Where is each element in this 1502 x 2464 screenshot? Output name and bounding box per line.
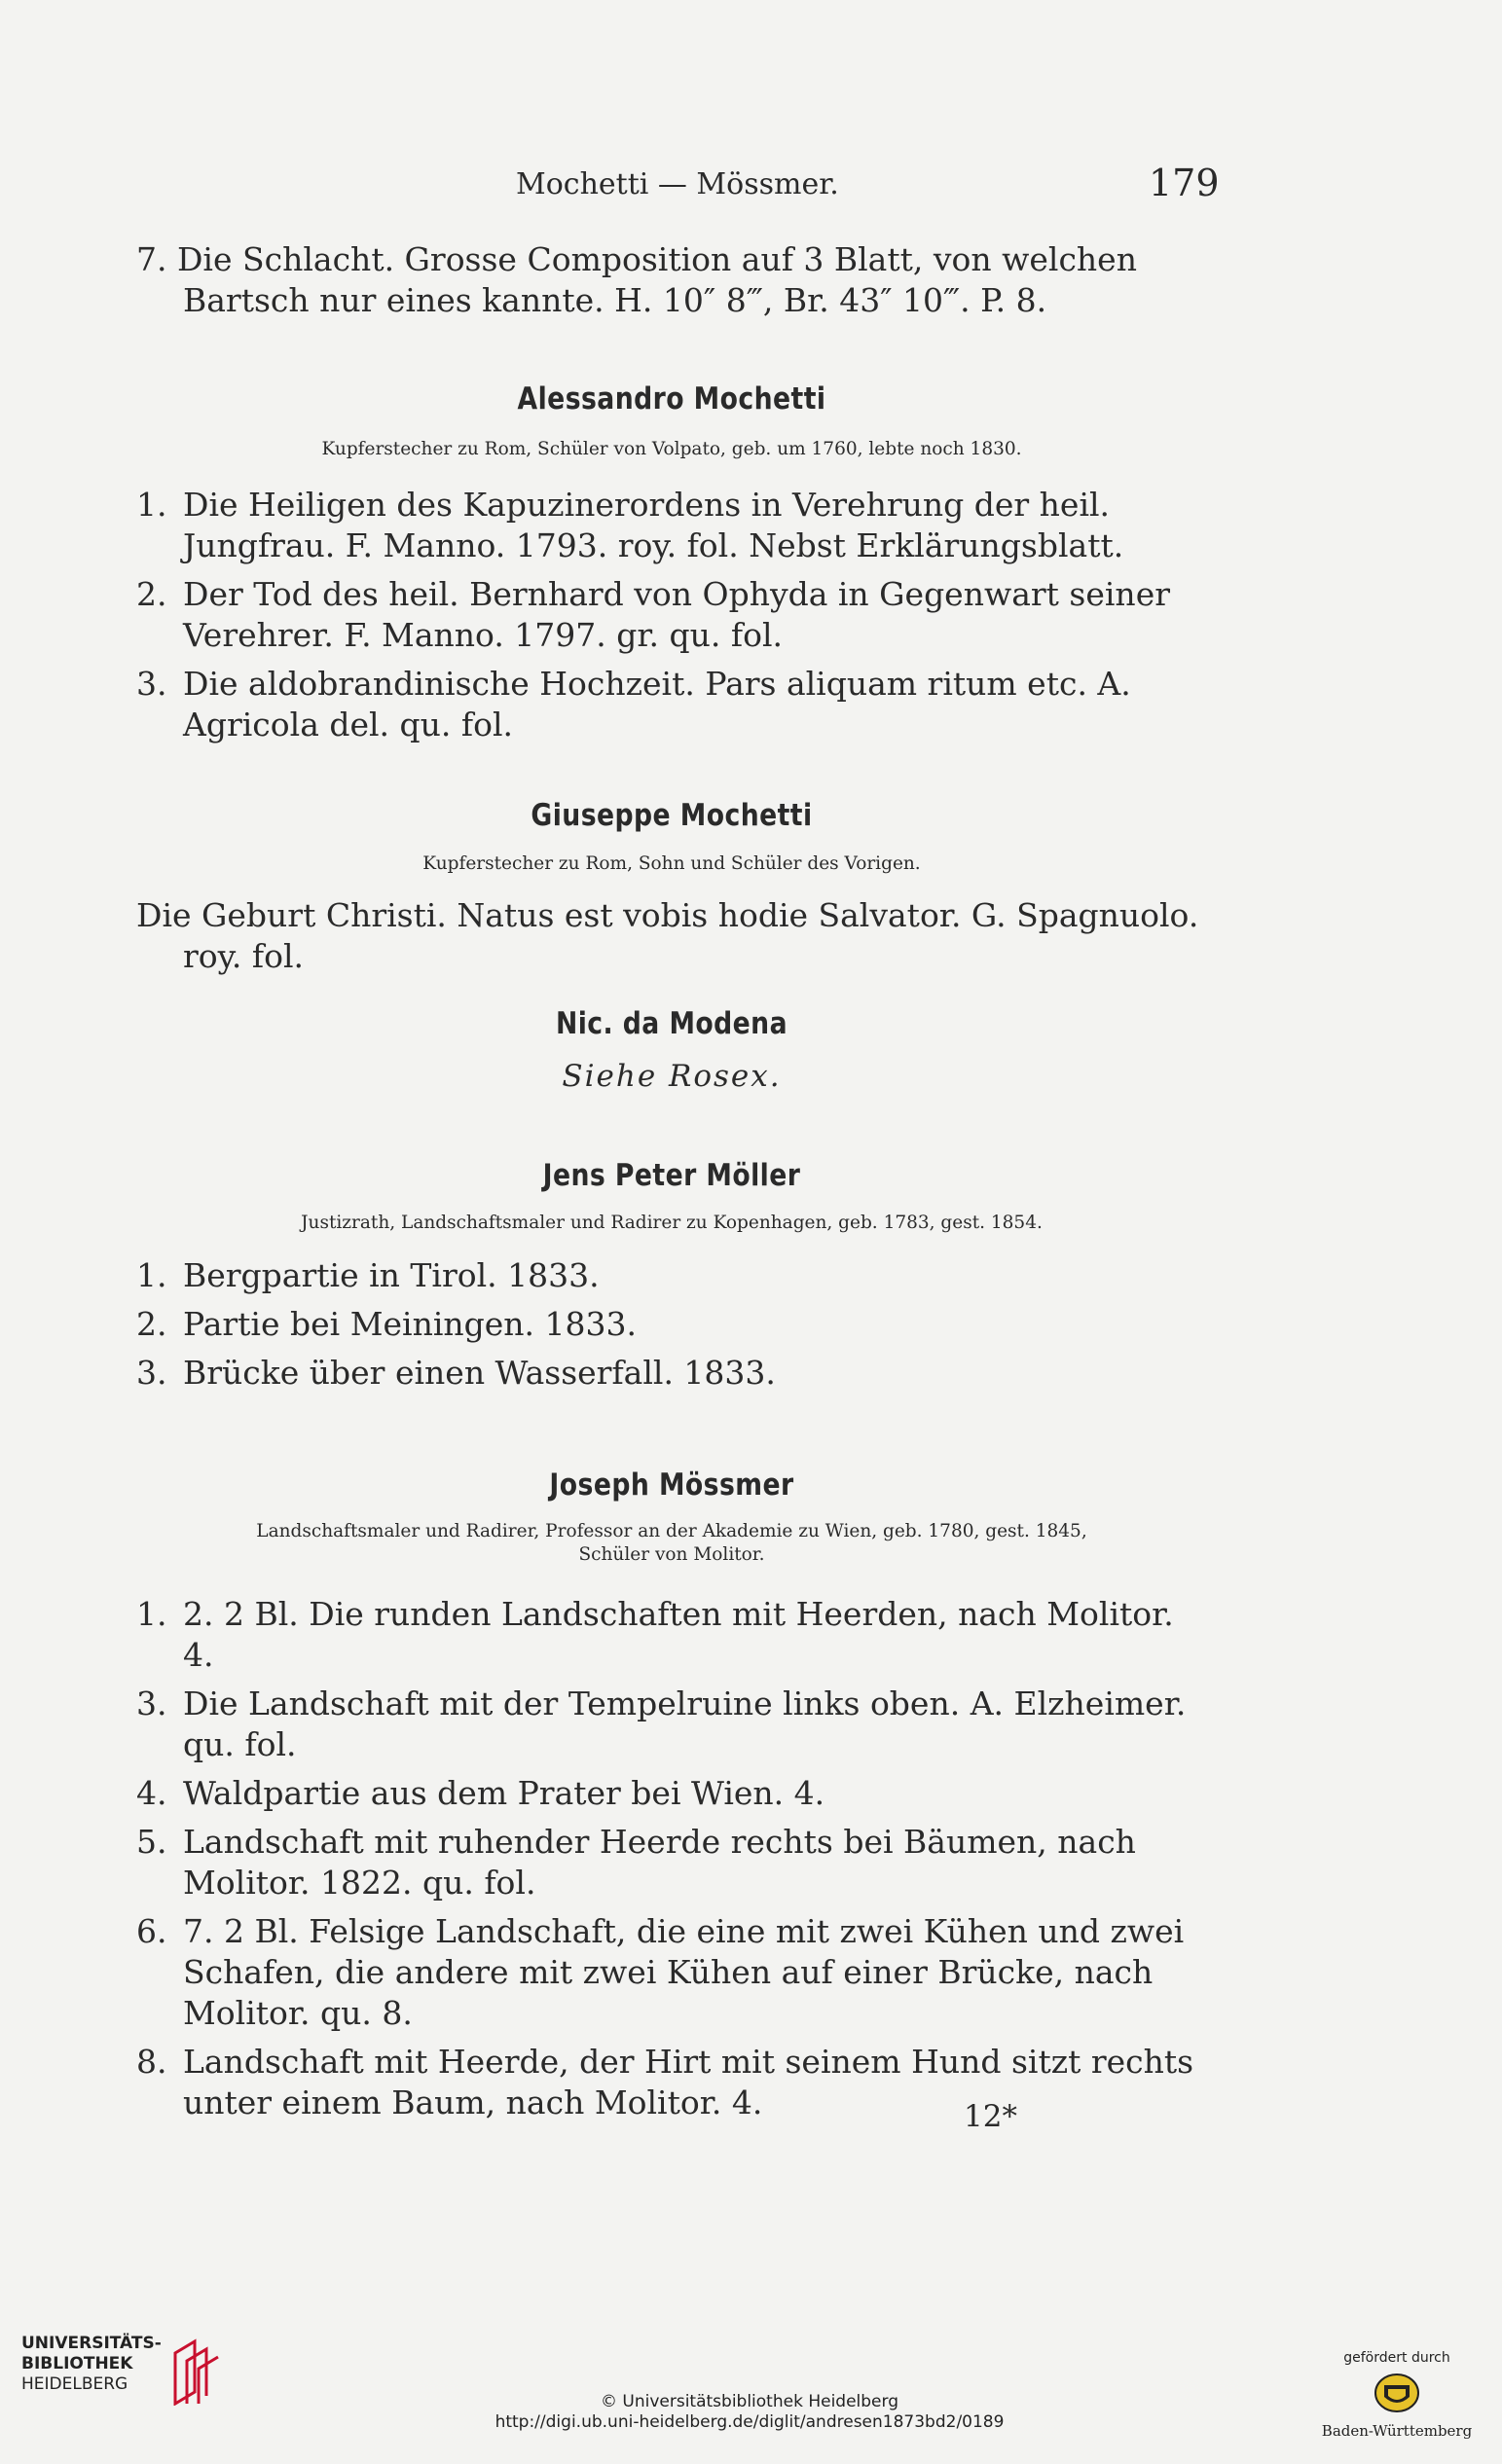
artist-description: Kupferstecher zu Rom, Schüler von Volpato, geb. um 1760, lebte noch 1830. (321, 439, 1022, 459)
signature-mark: 12* (964, 2099, 1017, 2134)
entry-line: 7. Die Schlacht. Grosse Composition auf 3 Blatt, von welchen (136, 240, 1137, 278)
library-name-line: UNIVERSITÄTS- (21, 2334, 162, 2353)
list-item: 5. Landschaft mit ruhender Heerde rechts bei Bäumen, nach Molitor. 1822. qu. fol. (136, 1823, 1136, 1902)
alessandro-entries (136, 485, 1207, 745)
funded-by-label: gefördert durch (1343, 2350, 1450, 2366)
list-item: 4. Waldpartie aus dem Prater bei Wien. 4. (136, 1774, 825, 1812)
footer-credits (409, 2392, 1090, 2433)
giuseppe-entry (136, 895, 1207, 977)
funder-logo[interactable] (1304, 2350, 1489, 2440)
artist-heading-mossmer: Joseph Mössmer (549, 1468, 794, 1503)
desc-line: Schüler von Molitor. (578, 1544, 765, 1565)
entry-line: Die Geburt Christi. Natus est vobis hodie Salvator. G. Spagnuolo. (136, 896, 1199, 934)
artist-heading-nic: Nic. da Modena (555, 1006, 788, 1041)
desc-line: Landschaftsmaler und Radirer, Professor an der Akademie zu Wien, geb. 1780, gest. 1845, (256, 1521, 1087, 1541)
library-name-line: HEIDELBERG (21, 2374, 128, 2394)
running-head (0, 162, 1502, 212)
list-item: 3. Brücke über einen Wasserfall. 1833. (136, 1354, 776, 1392)
list-item: 8. Landschaft mit Heerde, der Hirt mit seinem Hund sitzt rechts unter einem Baum, nach Molitor. 4. (136, 2043, 1194, 2121)
entry-7-schlacht (136, 239, 1207, 321)
artist-heading-alessandro: Alessandro Mochetti (517, 381, 826, 417)
list-item: 3. Die Landschaft mit der Tempelruine links oben. A. Elzheimer. qu. fol. (136, 1685, 1187, 1763)
cross-reference: Siehe Rosex. (562, 1059, 782, 1094)
source-url[interactable]: http://digi.ub.uni-heidelberg.de/diglit/andresen1873bd2/0189 (495, 2412, 1005, 2432)
library-name-line: BIBLIOTHEK (21, 2354, 133, 2373)
list-item: 1. 2. 2 Bl. Die runden Landschaften mit Heerden, nach Molitor. 4. (136, 1595, 1174, 1674)
coat-of-arms-icon (1373, 2372, 1421, 2414)
copyright-notice: © Universitätsbibliothek Heidelberg (600, 2392, 898, 2411)
list-item: 6. 7. 2 Bl. Felsige Landschaft, die eine mit zwei Kühen und zwei Schafen, die andere mit zwei Kühen auf einer Brücke, nach Molitor. qu. 8. (136, 1912, 1185, 2032)
list-item: 3. Die aldobrandinische Hochzeit. Pars aliquam ritum etc. A. Agricola del. qu. fol. (136, 665, 1131, 743)
artist-heading-giuseppe: Giuseppe Mochetti (531, 798, 813, 833)
entry-line: Bartsch nur eines kannte. H. 10″ 8‴, Br. 43″ 10‴. P. 8. (183, 281, 1047, 319)
list-item: 2. Partie bei Meiningen. 1833. (136, 1305, 637, 1343)
moller-entries (136, 1255, 1207, 1394)
funder-name: Baden-Württemberg (1321, 2422, 1473, 2440)
running-title: Mochetti — Mössmer. (516, 167, 839, 201)
list-item: 1. Bergpartie in Tirol. 1833. (136, 1256, 600, 1294)
list-item: 1. Die Heiligen des Kapuzinerordens in Verehrung der heil. Jungfrau. F. Manno. 1793. roy. fol. Nebst Erklärungsblatt. (136, 486, 1124, 564)
list-item: 2. Der Tod des heil. Bernhard von Ophyda in Gegenwart seiner Verehrer. F. Manno. 1797. gr. qu. fol. (136, 575, 1170, 654)
mossmer-entries (136, 1594, 1207, 2123)
artist-description (136, 1520, 1207, 1567)
library-mark-icon (167, 2336, 226, 2406)
page-number: 179 (1149, 162, 1220, 204)
artist-heading-moller: Jens Peter Möller (542, 1158, 801, 1193)
entry-line: roy. fol. (183, 937, 305, 975)
library-logo[interactable] (21, 2334, 236, 2411)
artist-description: Kupferstecher zu Rom, Sohn und Schüler des Vorigen. (422, 853, 921, 874)
artist-description: Justizrath, Landschaftsmaler und Radirer zu Kopenhagen, geb. 1783, gest. 1854. (301, 1213, 1043, 1233)
